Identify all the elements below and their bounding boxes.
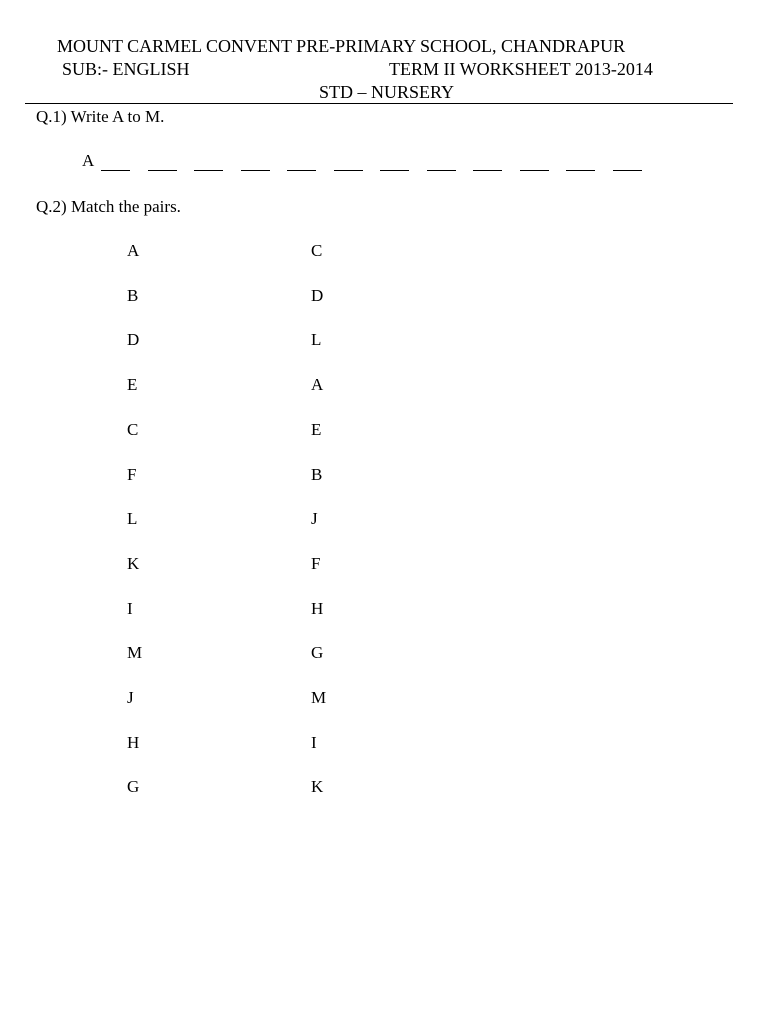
pair-right-letter: G bbox=[311, 643, 324, 663]
pair-left-letter: I bbox=[127, 598, 133, 618]
pair-right-letter: I bbox=[311, 732, 317, 752]
pair-right-letter: D bbox=[311, 285, 324, 305]
question-1: Q.1) Write A to M. bbox=[36, 107, 165, 126]
pair-right-letter: F bbox=[311, 553, 321, 573]
q1-blank-line[interactable] bbox=[101, 170, 130, 171]
q1-blank-line[interactable] bbox=[427, 170, 456, 171]
pair-left-letter: K bbox=[127, 553, 140, 573]
school-name: MOUNT CARMEL CONVENT PRE-PRIMARY SCHOOL, CHANDRAPUR bbox=[57, 36, 626, 56]
q1-blank-line[interactable] bbox=[194, 170, 223, 171]
header-divider bbox=[25, 103, 733, 104]
q1-blank-line[interactable] bbox=[148, 170, 177, 171]
pair-right-letter: A bbox=[311, 375, 324, 395]
pair-left-letter: A bbox=[127, 241, 140, 260]
q1-blank-line[interactable] bbox=[520, 170, 549, 171]
pair-right-letter: C bbox=[311, 241, 323, 260]
pair-right-letter: J bbox=[311, 509, 318, 529]
subject-label: SUB:- ENGLISH bbox=[62, 59, 190, 79]
q1-blank-line[interactable] bbox=[566, 170, 595, 171]
q1-blank-line[interactable] bbox=[241, 170, 270, 171]
q1-blank-line[interactable] bbox=[613, 170, 642, 171]
q1-blank-line[interactable] bbox=[287, 170, 316, 171]
pair-left-letter: M bbox=[127, 643, 143, 663]
pair-right-letter: M bbox=[311, 688, 327, 707]
q1-blank-line[interactable] bbox=[380, 170, 409, 171]
pair-left-letter: H bbox=[127, 732, 140, 752]
question-2: Q.2) Match the pairs. bbox=[36, 197, 181, 216]
term-label: TERM II WORKSHEET 2013-2014 bbox=[389, 59, 653, 79]
pair-right-letter: H bbox=[311, 598, 324, 618]
standard-label: STD – NURSERY bbox=[319, 82, 455, 102]
pair-right-letter: K bbox=[311, 777, 324, 797]
q1-blank-line[interactable] bbox=[473, 170, 502, 171]
pair-left-letter: E bbox=[127, 375, 138, 395]
pair-right-letter: B bbox=[311, 464, 323, 484]
pair-left-letter: L bbox=[127, 509, 138, 529]
pair-left-letter: J bbox=[127, 688, 134, 707]
pair-right-letter: L bbox=[311, 330, 322, 350]
pair-right-letter: E bbox=[311, 419, 322, 439]
q1-start-letter: A bbox=[82, 151, 95, 170]
pair-left-letter: D bbox=[127, 330, 140, 350]
pair-left-letter: B bbox=[127, 285, 139, 305]
pair-left-letter: F bbox=[127, 464, 137, 484]
q1-blank-line[interactable] bbox=[334, 170, 363, 171]
pair-left-letter: G bbox=[127, 777, 140, 797]
pair-left-letter: C bbox=[127, 419, 139, 439]
